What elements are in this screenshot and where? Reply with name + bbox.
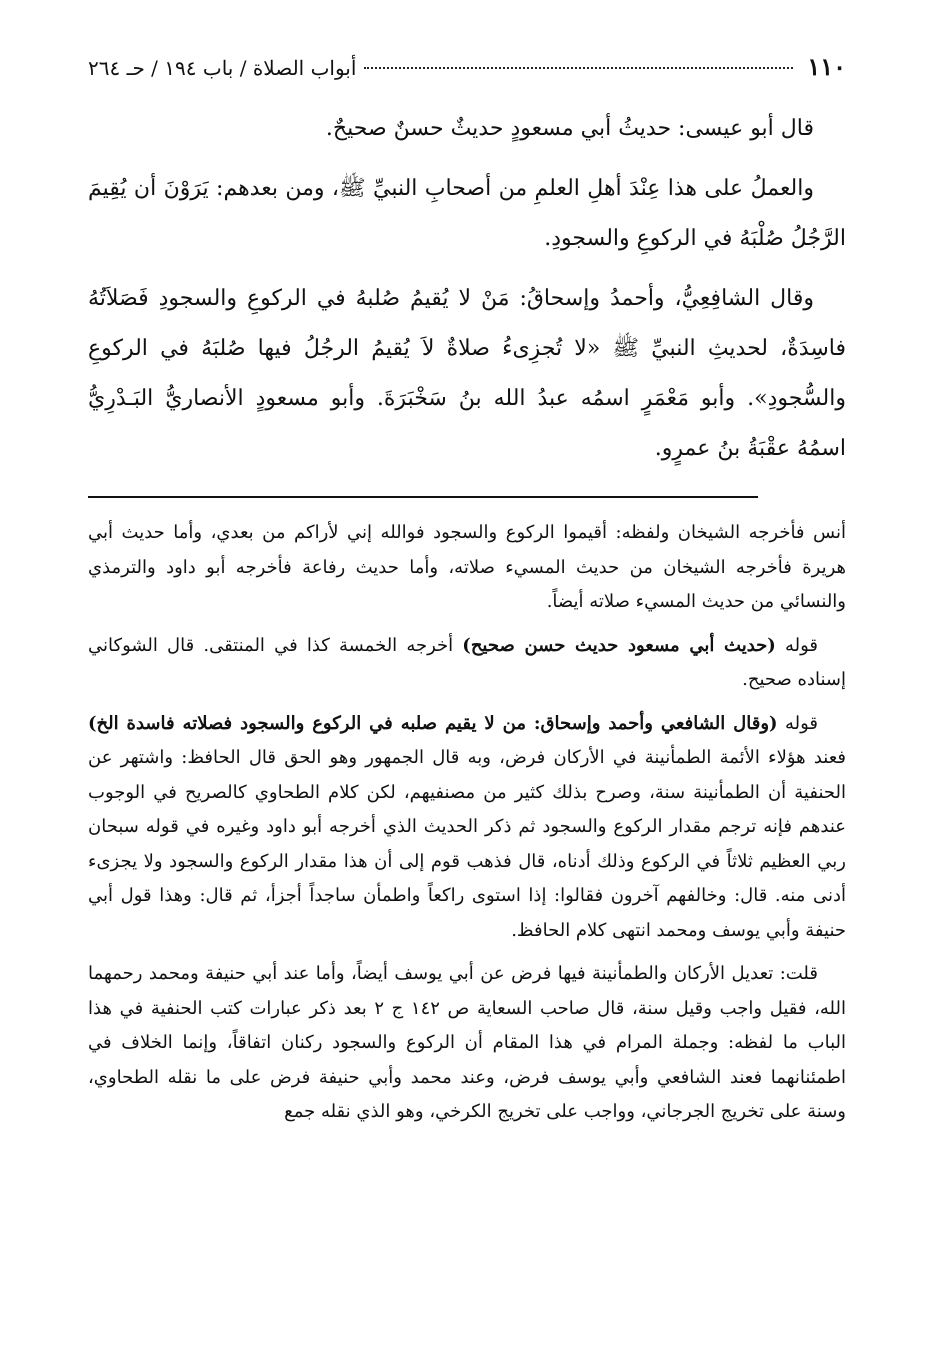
commentary-text: أخرجه الخمسة كذا في المنتقى. قال الشوكاني إسناده صحيح. bbox=[88, 634, 846, 690]
page-number: ١١٠ bbox=[807, 52, 846, 81]
footnote-divider bbox=[88, 496, 758, 498]
main-paragraph-2: والعملُ على هذا عِنْدَ أهلِ العلمِ من أصحابِ النبيِّ ﷺ، ومن بعدهم: يَرَوْنَ أن يُقِيمَ الرَّجُلُ صُلْبَهُ في الركوعِ والسجودِ. bbox=[88, 176, 846, 251]
main-paragraph-1: قال أبو عيسى: حديثُ أبي مسعودٍ حديثٌ حسنٌ صحيحٌ. bbox=[325, 116, 814, 141]
page-header bbox=[88, 52, 846, 92]
commentary-quote: (وقال الشافعي وأحمد وإسحاق: من لا يقيم صلبه في الركوع والسجود فصلاته فاسدة الخ) bbox=[88, 712, 778, 734]
commentary-text: فعند هؤلاء الأئمة الطمأنينة في الأركان فرض، وبه قال الجمهور وهو الحق قال الحافظ: واشتهر عن الحنفية أن الطمأنينة سنة، وصرح بذلك كثير من مصنفيهم، لكن كلام الطحاوي كالصريح في الوجوب عندهم فإنه ترجم مقدار الركوع والسجود ثم ذكر الحديث الذي أخرجه أبو داود وغيره في قوله سبحان ربي العظيم ثلاثاً في الركوع وذلك أدناه، قال فذهب قوم إلى أن هذا مقدار الركوع والسجود ولا يجزىء أدنى منه. قال: وخالفهم آخرون فقالوا: إذا استوى راكعاً واطمأن ساجداً أجزأ، ثم قال: وهذا قول أبي حنيفة وأبي يوسف ومحمد انتهى كلام الحافظ. bbox=[88, 747, 846, 941]
book-page bbox=[88, 52, 846, 1139]
commentary-paragraph-3 bbox=[88, 707, 846, 949]
commentary-lead: قوله bbox=[777, 712, 819, 734]
commentary-paragraph-4: قلت: تعديل الأركان والطمأنينة فيها فرض عن أبي يوسف أيضاً، وأما عند أبي حنيفة ومحمد رحمهما الله، فقيل واجب وقيل سنة، قال صاحب السعاية ص ١٤٢ ج ٢ بعد ذكر عبارات كتب الحنفية في هذا الباب ما لفظه: وجملة المرام في هذا المقام أن الركوع والسجود ركنان اتفاقاً، وإنما الخلاف في اطمئنانهما فعند الشافعي وأبي يوسف فرض، وعند محمد وأبي حنيفة فرض على ما نقله الطحاوي، وسنة على تخريج الجرجاني، وواجب على تخريج الكرخي، وهو الذي نقله جمع bbox=[88, 963, 847, 1122]
running-title: أبواب الصلاة / باب ١٩٤ / حـ ٢٦٤ bbox=[88, 56, 357, 80]
main-paragraph-3: وقال الشافِعِيُّ، وأحمدُ وإسحاقُ: مَنْ لا يُقيمُ صُلبهُ في الركوعِ والسجودِ فَصَلاَتُهُ فاسِدَةٌ، لحديثِ النبيِّ ﷺ «لا تُجزِىءُ صلاةٌ لاَ يُقيمُ الرجُلُ فيها صُلبَهُ في الركوعِ والسُّجودِ». وأبو مَعْمَرٍ اسمُه عبدُ الله بنُ سَخْبَرَةَ. وأبو مسعودٍ الأنصاريُّ البَـدْرِيُّ اسمُهُ عقْبَةُ بنُ عمرٍو. bbox=[88, 286, 846, 461]
commentary-quote: (حديث أبي مسعود حديث حسن صحيح) bbox=[462, 634, 776, 656]
commentary-paragraph-1: أنس فأخرجه الشيخان ولفظه: أقيموا الركوع والسجود فوالله إني لأراكم من بعدي، وأما حديث أبي هريرة فأخرجه الشيخان من حديث المسيء صلاته، وأما حديث رفاعة فأخرجه أبو داود والترمذي والنسائي من حديث المسيء صلاته أيضاً. bbox=[88, 522, 846, 612]
commentary-paragraph-2 bbox=[88, 629, 846, 698]
commentary-lead: قوله bbox=[775, 634, 818, 656]
header-dotted-leader bbox=[364, 67, 793, 69]
main-text bbox=[88, 104, 846, 474]
commentary bbox=[88, 516, 846, 1130]
